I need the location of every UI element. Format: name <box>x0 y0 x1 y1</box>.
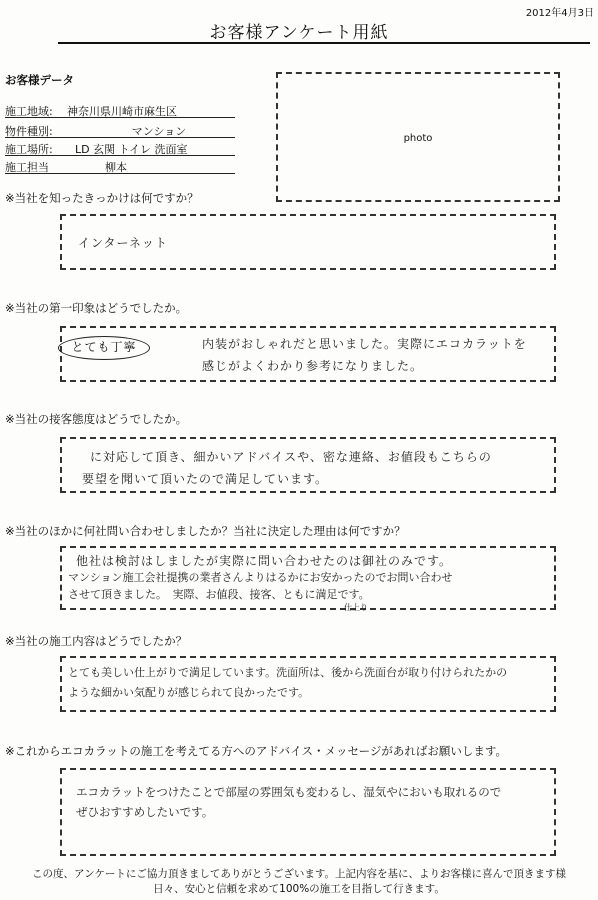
answer-text: ぜひおすすめしたいです。 <box>76 805 214 819</box>
info-value: 神奈川県川崎市麻生区 <box>67 105 177 118</box>
survey-date: 2012年4月3日 <box>525 8 594 19</box>
footer-line-1: この度、アンケートにご協力頂きましてありがとうございます。上記内容を基に、よりお客様に喜んで頂きます様 <box>31 868 567 880</box>
answer-box-6 <box>60 768 556 856</box>
answer-text: 要望を聞いて頂いたので満足しています。 <box>82 472 329 486</box>
answer-text: マンション施工会社提携の業者さんよりはるかにお安かったのでお問い合わせ <box>68 571 453 584</box>
answer-text: ような細かい気配りが感じられて良かったです。 <box>68 686 310 699</box>
question-3: ※当社の接客態度はどうでしたか。 <box>5 412 188 426</box>
photo-label: photo <box>403 133 433 144</box>
answer-box-4 <box>60 546 556 610</box>
question-6: ※これからエコカラットの施工を考えてる方へのアドバイス・メッセージがあればお願いします。 <box>5 744 507 758</box>
customer-data-heading: お客様データ <box>5 73 74 87</box>
answer-box-5 <box>60 656 556 712</box>
answer-box-1 <box>60 214 556 270</box>
answer-text: に対応して頂き、細かいアドバイスや、密な連絡、お値段もこちらの <box>90 450 492 464</box>
info-value: 柳本 <box>105 161 127 174</box>
answer-text: 感じがよくわかり参考になりました。 <box>202 359 424 373</box>
question-5: ※当社の施工内容はどうでしたか？ <box>5 634 188 648</box>
info-row-staff <box>5 157 235 174</box>
info-row-property-type <box>5 121 235 138</box>
answer-text: させて頂きました。 実際、お値段、接客、ともに満足です。 <box>68 588 370 601</box>
info-row-location <box>5 139 235 156</box>
answer-box-3 <box>60 437 556 493</box>
answer-text: インターネット <box>78 236 168 250</box>
answer-text: とても美しい仕上がりで満足しています。洗面所は、後から洗面台が取り付けられたかの <box>68 666 508 679</box>
page-title: お客様アンケート用紙 <box>209 23 389 43</box>
info-value: マンション <box>131 125 187 138</box>
title-underline <box>58 42 590 44</box>
answer-text: 他社は検討はしましたが実際に問い合わせたのは御社のみです。 <box>76 554 453 568</box>
circled-note: とても丁寧 <box>58 336 150 360</box>
answer-text-small: 仕上り <box>344 603 368 612</box>
info-row-area <box>5 101 235 118</box>
info-label: 施工場所: <box>5 143 53 156</box>
footer-line-2: 日々、安心と信頼を求めて100%の施工を目指して行きます。 <box>153 883 445 895</box>
info-value: LD 玄関 トイレ 洗面室 <box>75 143 188 156</box>
question-1: ※当社を知ったきっかけは何ですか？ <box>5 191 199 205</box>
info-label: 施工地域: <box>5 105 53 118</box>
question-4: ※当社のほかに何社問い合わせしましたか？当社に決定した理由は何ですか？ <box>5 524 406 538</box>
question-2: ※当社の第一印象はどうでしたか。 <box>5 301 188 315</box>
answer-text: 内装がおしゃれだと思いました。実際にエコカラットを <box>202 337 527 351</box>
info-label: 施工担当 <box>5 161 49 174</box>
answer-text: エコカラットをつけたことで部屋の雰囲気も変わるし、湿気やにおいも取れるので <box>76 785 502 799</box>
info-label: 物件種別: <box>5 125 53 138</box>
